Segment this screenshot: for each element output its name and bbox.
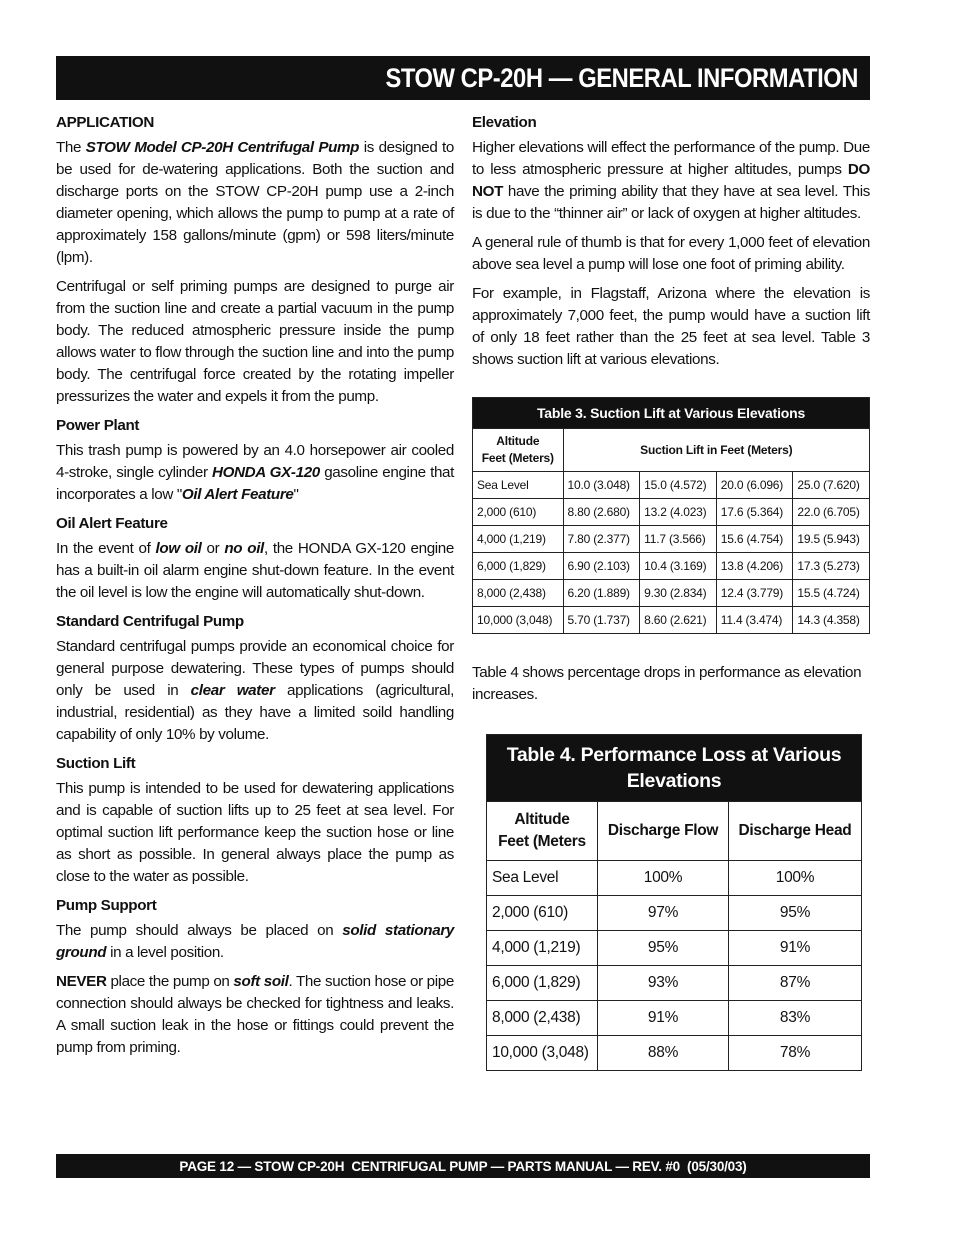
application-paragraph-1 xyxy=(56,137,454,269)
value-cell: 5.70 (1.737) xyxy=(563,607,640,634)
altitude-cell: Sea Level xyxy=(473,472,564,499)
text-run: have the priming ability that they have at sea level. This is due to the “thinner air” or lack of oxygen at higher altitudes. xyxy=(472,183,870,222)
value-cell: 10.0 (3.048) xyxy=(563,472,640,499)
value-cell: 14.3 (4.358) xyxy=(793,607,870,634)
emphasis: clear water xyxy=(190,682,275,699)
text-run: Higher elevations will effect the performance of the pump. Due to less atmospheric pressure at higher altitudes, pumps xyxy=(472,139,870,178)
table-row xyxy=(487,1036,862,1071)
oil-alert-heading: Oil Alert Feature xyxy=(56,515,168,532)
page-title-bar xyxy=(56,56,870,100)
altitude-cell: 2,000 (610) xyxy=(473,499,564,526)
value-cell: 88% xyxy=(598,1036,729,1071)
value-cell: 22.0 (6.705) xyxy=(793,499,870,526)
value-cell: 95% xyxy=(598,931,729,966)
value-cell: 25.0 (7.620) xyxy=(793,472,870,499)
value-cell: 17.6 (5.364) xyxy=(716,499,793,526)
right-column xyxy=(472,112,870,378)
table-3-col-suction-lift: Suction Lift in Feet (Meters) xyxy=(563,429,869,472)
feature-name: Oil Alert Feature xyxy=(181,486,294,503)
value-cell: 10.4 (3.169) xyxy=(640,553,717,580)
value-cell: 93% xyxy=(598,966,729,1001)
altitude-cell: 10,000 (3,048) xyxy=(487,1036,598,1071)
page-title: STOW CP-20H — GENERAL INFORMATION xyxy=(385,62,858,93)
text-run: is designed to be used for de-watering applications. Both the suction and discharge ports on the STOW CP-20H pump use a 2-inch diameter opening, which allows the pump to pump at a rate of approximately 158 gallons/minute (gpm) or 598 liters/minute (lpm). xyxy=(56,139,454,266)
table-4-performance-loss xyxy=(486,734,862,1071)
power-plant-heading: Power Plant xyxy=(56,417,140,434)
table-row xyxy=(473,553,870,580)
warning-word: NEVER xyxy=(56,973,107,990)
table-3-suction-lift xyxy=(472,397,870,634)
table-4-col-discharge-flow: Discharge Flow xyxy=(598,802,729,861)
text-run: in a level position. xyxy=(106,944,224,961)
value-cell: 6.90 (2.103) xyxy=(563,553,640,580)
altitude-cell: Sea Level xyxy=(487,861,598,896)
standard-pump-heading: Standard Centrifugal Pump xyxy=(56,613,244,630)
altitude-cell: 8,000 (2,438) xyxy=(473,580,564,607)
table-4-body xyxy=(487,861,862,1071)
table-row xyxy=(473,526,870,553)
value-cell: 87% xyxy=(728,966,861,1001)
altitude-cell: 8,000 (2,438) xyxy=(487,1001,598,1036)
emphasis: soft soil xyxy=(233,973,289,990)
model-name: STOW Model CP-20H Centrifugal Pump xyxy=(85,139,360,156)
emphasis: DO NOT xyxy=(472,161,870,200)
pump-support-paragraph-2 xyxy=(56,971,454,1059)
emphasis: low oil xyxy=(155,540,202,557)
value-cell: 12.4 (3.779) xyxy=(716,580,793,607)
text-run: . The suction hose or pipe connection should always be checked for tightness and leaks. A small suction leak in the hose or fittings could prevent the pump from priming. xyxy=(56,973,454,1056)
altitude-cell: 10,000 (3,048) xyxy=(473,607,564,634)
header-line: Altitude xyxy=(514,811,570,828)
emphasis: solid stationary ground xyxy=(56,922,454,961)
table-4-caption: Table 4. Performance Loss at Various Elevations xyxy=(487,735,862,802)
pump-support-heading: Pump Support xyxy=(56,897,157,914)
value-cell: 6.20 (1.889) xyxy=(563,580,640,607)
footer-text: PAGE 12 — STOW CP-20H CENTRIFUGAL PUMP — PARTS MANUAL — REV. #0 (05/30/03) xyxy=(179,1158,747,1174)
value-cell: 11.4 (3.474) xyxy=(716,607,793,634)
value-cell: 15.0 (4.572) xyxy=(640,472,717,499)
table-row xyxy=(473,580,870,607)
text-run: , the HONDA GX-120 engine has a built-in oil alarm engine shut-down feature. In the event the oil level is low the engine will automatically shut-down. xyxy=(56,540,455,601)
standard-pump-paragraph xyxy=(56,636,454,746)
text-run: applications (agricultural, industrial, residential) as they have a limited soild handling capability of only 10% by volume. xyxy=(56,682,454,743)
value-cell: 95% xyxy=(728,896,861,931)
elevation-paragraph-3: For example, in Flagstaff, Arizona where the elevation is approximately 7,000 feet, the pump would have a suction lift of only 18 feet rather than the 25 feet at sea level. Table 3 shows suction lift at various elevations. xyxy=(472,285,870,368)
elevation-paragraph-2: A general rule of thumb is that for every 1,000 feet of elevation above sea level a pump will lose one foot of priming ability. xyxy=(472,234,870,273)
altitude-cell: 2,000 (610) xyxy=(487,896,598,931)
value-cell: 13.2 (4.023) xyxy=(640,499,717,526)
value-cell: 9.30 (2.834) xyxy=(640,580,717,607)
application-paragraph-2: Centrifugal or self priming pumps are designed to purge air from the suction line and create a partial vacuum in the pump body. The reduced atmospheric pressure inside the pump allows water to flow through the suction line and into the pump body. The centrifugal force created by the rotating impeller pressurizes the water and expels it from the pump. xyxy=(56,278,454,405)
value-cell: 19.5 (5.943) xyxy=(793,526,870,553)
table-row xyxy=(487,861,862,896)
text-run: " xyxy=(293,486,299,503)
power-plant-paragraph xyxy=(56,440,454,506)
value-cell: 78% xyxy=(728,1036,861,1071)
text-run: gasoline engine that incorporates a low " xyxy=(56,464,455,503)
oil-alert-paragraph xyxy=(56,538,454,604)
suction-lift-heading: Suction Lift xyxy=(56,755,136,772)
value-cell: 17.3 (5.273) xyxy=(793,553,870,580)
value-cell: 97% xyxy=(598,896,729,931)
value-cell: 91% xyxy=(598,1001,729,1036)
altitude-cell: 4,000 (1,219) xyxy=(487,931,598,966)
value-cell: 91% xyxy=(728,931,861,966)
value-cell: 15.5 (4.724) xyxy=(793,580,870,607)
altitude-cell: 4,000 (1,219) xyxy=(473,526,564,553)
value-cell: 7.80 (2.377) xyxy=(563,526,640,553)
value-cell: 100% xyxy=(728,861,861,896)
text-run: The xyxy=(56,139,86,156)
value-cell: 83% xyxy=(728,1001,861,1036)
table-row xyxy=(487,931,862,966)
table-4-col-discharge-head: Discharge Head xyxy=(728,802,861,861)
value-cell: 8.80 (2.680) xyxy=(563,499,640,526)
value-cell: 8.60 (2.621) xyxy=(640,607,717,634)
elevation-heading: Elevation xyxy=(472,114,537,131)
header-line: Feet (Meters xyxy=(498,833,586,850)
header-line: Feet (Meters) xyxy=(481,451,554,465)
table-row xyxy=(473,499,870,526)
table-row xyxy=(487,966,862,1001)
altitude-cell: 6,000 (1,829) xyxy=(487,966,598,1001)
emphasis: no oil xyxy=(224,540,264,557)
engine-name: HONDA GX-120 xyxy=(211,464,320,481)
suction-lift-paragraph: This pump is intended to be used for dewatering applications and is capable of suction lifts up to 25 feet at sea level. For optimal suction lift performance keep the suction hose or line as short as possible. In general always place the pump as close to the water as possible. xyxy=(56,780,454,885)
elevation-paragraph-1 xyxy=(472,137,870,225)
table-3-body xyxy=(473,472,870,634)
table-3-col-altitude xyxy=(473,429,564,472)
table-3-caption: Table 3. Suction Lift at Various Elevations xyxy=(473,398,870,429)
table-row xyxy=(487,1001,862,1036)
text-run: Standard centrifugal pumps provide an economical choice for general purpose dewatering. These types of pumps should only be used in xyxy=(56,638,454,699)
table-row xyxy=(487,896,862,931)
text-run: place the pump on xyxy=(106,973,234,990)
application-heading: APPLICATION xyxy=(56,114,154,131)
value-cell: 100% xyxy=(598,861,729,896)
table-row xyxy=(473,472,870,499)
text-run: This trash pump is powered by an 4.0 horsepower air cooled 4-stroke, single cylinder xyxy=(56,442,454,481)
value-cell: 13.8 (4.206) xyxy=(716,553,793,580)
text-run: The pump should always be placed on xyxy=(56,922,343,939)
page-footer xyxy=(56,1154,870,1178)
table-4-col-altitude xyxy=(487,802,598,861)
value-cell: 15.6 (4.754) xyxy=(716,526,793,553)
table-4-intro-paragraph: Table 4 shows percentage drops in performance as elevation increases. xyxy=(472,664,862,703)
altitude-cell: 6,000 (1,829) xyxy=(473,553,564,580)
text-run: or xyxy=(201,540,225,557)
pump-support-paragraph-1 xyxy=(56,920,454,964)
table-row xyxy=(473,607,870,634)
value-cell: 20.0 (6.096) xyxy=(716,472,793,499)
header-line: Altitude xyxy=(496,434,540,448)
text-run: In the event of xyxy=(56,540,156,557)
table-4-intro xyxy=(472,662,870,706)
left-column xyxy=(56,112,454,1066)
value-cell: 11.7 (3.566) xyxy=(640,526,717,553)
